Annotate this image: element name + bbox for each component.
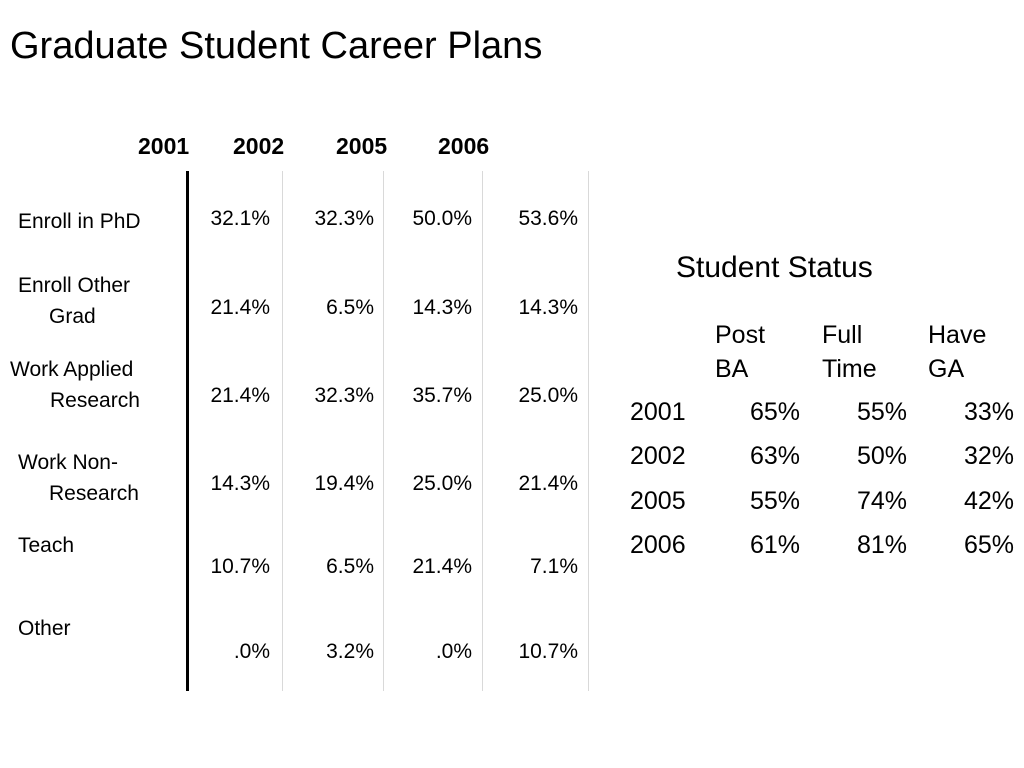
table-cell: 35.7% (412, 384, 472, 407)
column-divider (588, 171, 589, 691)
table-cell: 32% (963, 442, 1014, 470)
year-header-2006: 2006 (438, 133, 490, 159)
table-cell: 6.5% (326, 555, 374, 578)
table-cell: 3.2% (326, 640, 374, 663)
table-cell: 25.0% (412, 472, 472, 495)
table-cell: 50% (856, 442, 907, 470)
table-cell: 21.4% (210, 296, 270, 319)
table-cell: 55% (749, 487, 800, 515)
table-cell: 14.3% (210, 472, 270, 495)
row-label-work-applied-research: Work Applied Research (10, 358, 140, 412)
year-header-2005: 2005 (336, 133, 388, 159)
table-cell: .0% (233, 640, 270, 663)
table-cell: 19.4% (314, 472, 374, 495)
table-cell: 10.7% (210, 555, 270, 578)
table-cell: 21.4% (210, 384, 270, 407)
row-label-work-non-research: Work Non- Research (18, 451, 139, 505)
table-cell: 50.0% (412, 207, 472, 230)
table-divider-thick (186, 171, 189, 691)
table-cell: .0% (435, 640, 472, 663)
row-label-other: Other (18, 617, 71, 640)
table-cell: 10.7% (518, 640, 578, 663)
table-cell: 55% (856, 398, 907, 426)
table-cell: 21.4% (412, 555, 472, 578)
table-cell: 21.4% (518, 472, 578, 495)
table-cell: 32.1% (210, 207, 270, 230)
table-cell: 7.1% (530, 555, 578, 578)
status-header-have-ga: Have GA (928, 321, 987, 383)
year-header-2002: 2002 (233, 133, 285, 159)
table-cell: 42% (963, 487, 1014, 515)
table-cell: 53.6% (518, 207, 578, 230)
table-cell: 14.3% (412, 296, 472, 319)
student-status-title: Student Status (676, 251, 873, 284)
table-cell: 81% (856, 531, 907, 559)
column-divider (282, 171, 283, 691)
table-cell: 63% (749, 442, 800, 470)
status-header-full-time: Full Time (822, 321, 877, 383)
table-cell: 32.3% (314, 384, 374, 407)
column-divider (383, 171, 384, 691)
table-cell: 74% (856, 487, 907, 515)
status-row-year: 2002 (630, 442, 686, 470)
status-header-post-ba: Post BA (715, 321, 766, 383)
table-cell: 65% (963, 531, 1014, 559)
status-row-year: 2006 (630, 531, 686, 559)
column-divider (482, 171, 483, 691)
row-label-enroll-other-grad: Enroll Other Grad (18, 274, 131, 328)
status-row-year: 2001 (630, 398, 686, 426)
row-label-enroll-phd: Enroll in PhD (18, 210, 141, 233)
table-cell: 61% (749, 531, 800, 559)
page-title: Graduate Student Career Plans (10, 25, 543, 67)
table-cell: 65% (749, 398, 800, 426)
year-header-2001: 2001 (138, 133, 190, 159)
table-cell: 14.3% (518, 296, 578, 319)
table-cell: 6.5% (326, 296, 374, 319)
table-cell: 32.3% (314, 207, 374, 230)
table-cell: 33% (963, 398, 1014, 426)
table-cell: 25.0% (518, 384, 578, 407)
row-label-teach: Teach (18, 534, 75, 557)
status-row-year: 2005 (630, 487, 686, 515)
